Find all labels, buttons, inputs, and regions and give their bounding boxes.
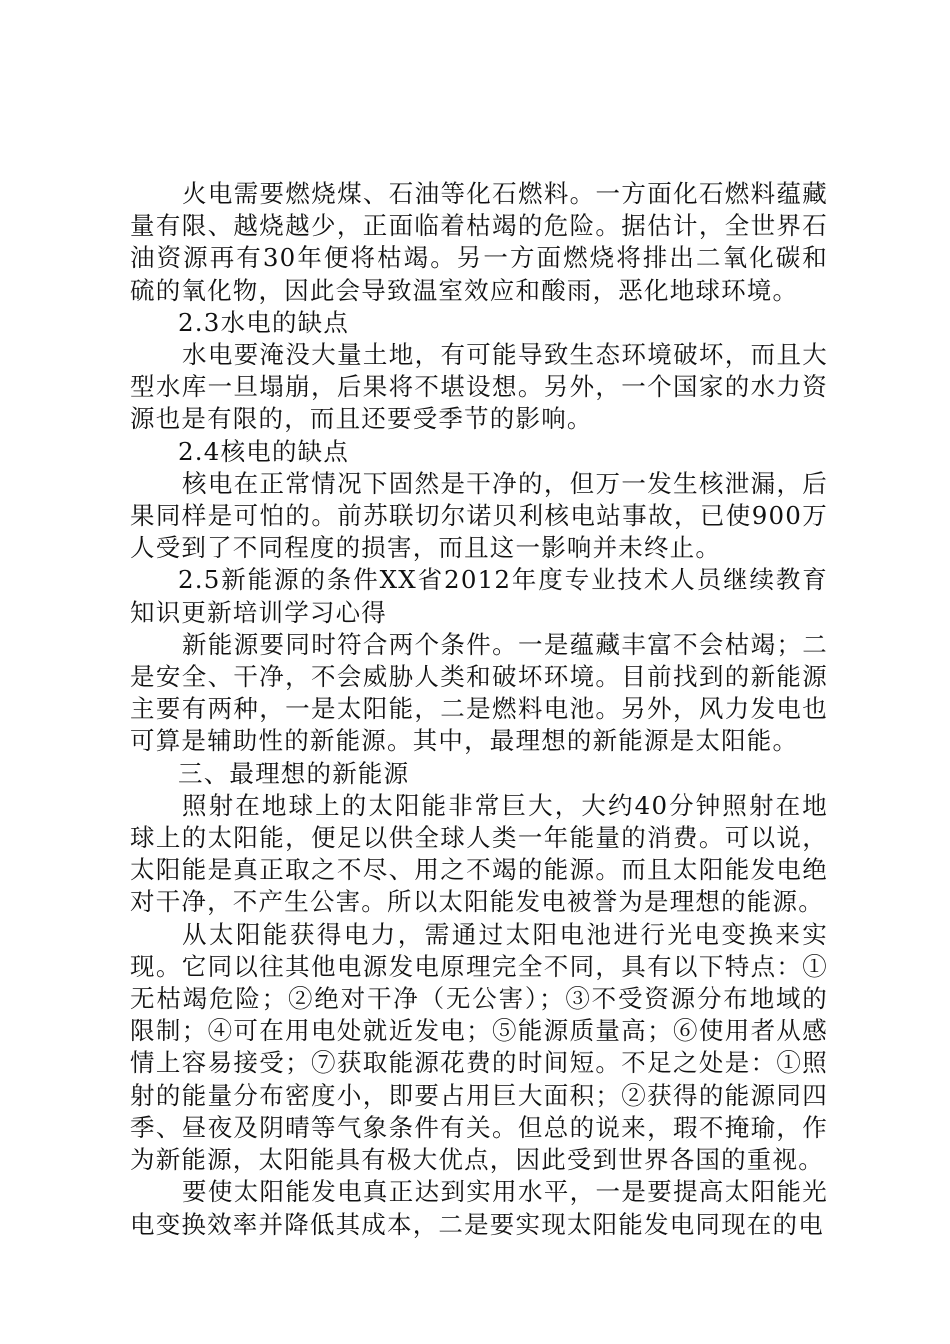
heading-hydro-drawbacks: 2.3水电的缺点	[178, 307, 350, 337]
paragraph-solar-energy: 照射在地球上的太阳能非常巨大，大约40分钟照射在地球上的太阳能，便足以供全球人类一年能量的消费。可以说，太阳能是真正取之不尽、用之不竭的能源。而且太阳能发电绝对干净，不产生公害。所以太阳能发电被誉为是理想的能源。	[130, 790, 828, 917]
paragraph-hydro-power: 水电要淹没大量土地，有可能导致生态环境破坏，而且大型水库一旦塌崩，后果将不堪设想。另外，一个国家的水力资源也是有限的，而且还要受季节的影响。	[130, 340, 828, 434]
paragraph-solar-features: 从太阳能获得电力，需通过太阳电池进行光电变换来实现。它同以往其他电源发电原理完全不同，具有以下特点：①无枯竭危险；②绝对干净（无公害）；③不受资源分布地域的限制；④可在用电处就近发电；⑤能源质量高；⑥使用者从感情上容易接受；⑦获取能源花费的时间短。不足之处是：①照射的能量分布密度小，即要占用巨大面积；②获得的能源同四季、昼夜及阴晴等气象条件有关。但总的说来，瑕不掩瑜，作为新能源，太阳能具有极大优点，因此受到世界各国的重视。	[130, 919, 828, 1175]
paragraph-new-energy-conditions: 新能源要同时符合两个条件。一是蕴藏丰富不会枯竭；二是安全、干净，不会威胁人类和破坏环境。目前找到的新能源主要有两种，一是太阳能，二是燃料电池。另外，风力发电也可算是辅助性的新能源。其中，最理想的新能源是太阳能。	[130, 629, 828, 756]
document-body	[130, 178, 828, 1241]
heading-nuclear-drawbacks: 2.4核电的缺点	[178, 436, 350, 466]
paragraph-solar-practical: 要使太阳能发电真正达到实用水平，一是要提高太阳能光电变换效率并降低其成本，二是要实现太阳能发电同现在的电	[130, 1177, 828, 1239]
paragraph-thermal-power: 火电需要燃烧煤、石油等化石燃料。一方面化石燃料蕴藏量有限、越烧越少，正面临着枯竭的危险。据估计，全世界石油资源再有30年便将枯竭。另一方面燃烧将排出二氧化碳和硫的氧化物，因此会导致温室效应和酸雨，恶化地球环境。	[130, 179, 828, 305]
heading-ideal-new-energy: 三、最理想的新能源	[178, 758, 410, 788]
heading-new-energy-conditions: 2.5新能源的条件XX省2012年度专业技术人员继续教育知识更新培训学习心得	[130, 565, 828, 627]
paragraph-nuclear-power: 核电在正常情况下固然是干净的，但万一发生核泄漏，后果同样是可怕的。前苏联切尔诺贝利核电站事故，已使900万人受到了不同程度的损害，而且这一影响并未终止。	[130, 468, 828, 563]
